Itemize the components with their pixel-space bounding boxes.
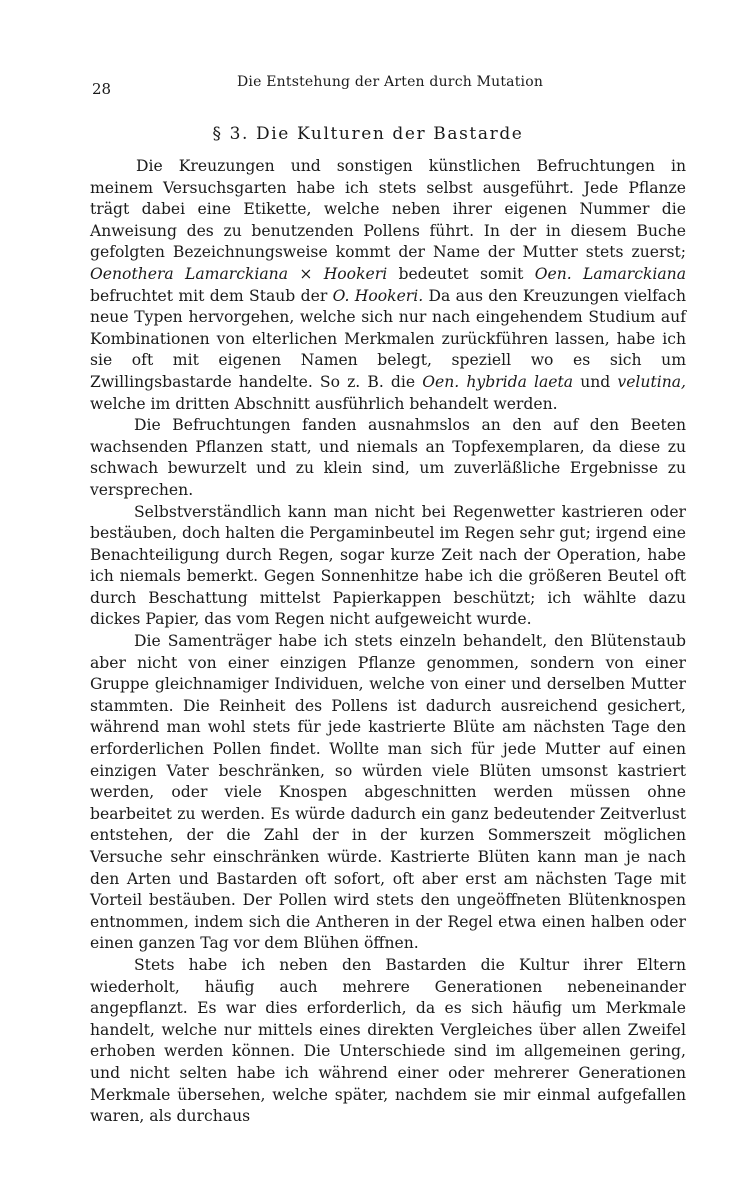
species-name-oen-hybrida-laeta: Oen. hybrida laeta	[422, 372, 574, 391]
paragraph-1-text-d: befruchtet mit dem Staub der	[90, 286, 333, 305]
species-name-o-hookeri: O. Hookeri.	[332, 286, 424, 305]
paragraph-1	[90, 156, 686, 415]
paragraph-1-text-a: Die Kreuzungen und sonstigen künstlichen Befruchtungen in meinem Versuchsgarten habe ich stets selbst ausgeführt. Jede Pflanze trägt dabei eine Etikette, welche neben ihrer eigenen Nummer die Anweisung des zu benutzenden Pollens führt. In der in diesem Buche gefolgten Bezeichnungsweise kommt der Name der Mutter stets zuerst;	[90, 157, 686, 262]
species-name-hookeri: Hookeri	[323, 264, 388, 283]
page-header	[92, 72, 682, 100]
body-text	[90, 156, 686, 1128]
running-head: Die Entstehung der Arten durch Mutation	[237, 74, 544, 90]
paragraph-2: Die Befruchtungen fanden ausnahmslos an den auf den Beeten wachsenden Pflanzen statt, und niemals an Topfexemplaren, da diese zu schwach bewurzelt und zu klein sind, um zuverläßliche Ergebnisse zu versprechen.	[90, 416, 686, 499]
paragraph-5: Stets habe ich neben den Bastarden die Kultur ihrer Eltern wiederholt, häufig auch mehrere Generationen nebeneinander angepflanzt. Es war dies erforderlich, da es sich häufig um Merkmale handelt, welche nur mittels eines direkten Vergleiches über allen Zweifel erhoben werden können. Die Unterschiede sind im allgemeinen gering, und nicht selten habe ich während einer oder mehrerer Generationen Merkmale übersehen, welche später, nachdem sie mir einmal aufgefallen waren, als durchaus	[90, 955, 686, 1126]
species-name-oen-lamarckiana: Oen. Lamarckiana	[534, 264, 687, 283]
page-number: 28	[92, 80, 112, 98]
paragraph-3: Selbstverständlich kann man nicht bei Regenwetter kastrieren oder bestäuben, doch halten die Pergaminbeutel im Regen sehr gut; irgend eine Benachteiligung durch Regen, sogar kurze Zeit nach der Operation, habe ich niemals bemerkt. Gegen Sonnenhitze habe ich die größeren Beutel oft durch Beschattung mittelst Papierkappen beschützt; ich wählte dazu dickes Papier, das vom Regen nicht aufgeweicht wurde.	[90, 502, 686, 629]
species-name-oenothera-lamarckiana: Oenothera Lamarckiana	[90, 264, 289, 283]
species-name-velutina: velutina,	[617, 372, 687, 391]
paragraph-1-text-e: Da aus den Kreuzungen vielfach neue Typen hervorgehen, welche sich nur nach eingehendem Studium auf Kombinationen von elterlichen Merkmalen zurückführen lassen, habe ich sie oft mit eigenen Namen belegt, speziell wo es sich um Zwillingsbastarde handelte. So z. B. die	[90, 286, 686, 391]
paragraph-1-text-g: welche im dritten Abschnitt ausführlich behandelt werden.	[90, 394, 558, 413]
paragraph-1-text-f: und	[573, 372, 618, 391]
paragraph-1-text-b: ×	[288, 264, 324, 283]
paragraph-1-text-c: bedeutet somit	[387, 264, 535, 283]
section-title: § 3. Die Kulturen der Bastarde	[212, 124, 524, 144]
paragraph-4: Die Samenträger habe ich stets einzeln behandelt, den Blütenstaub aber nicht von einer einzigen Pflanze genommen, sondern von einer Gruppe gleichnamiger Individuen, welche von einer und derselben Mutter stammten. Die Reinheit des Pollens ist dadurch ausreichend gesichert, während man wohl stets für jede kastrierte Blüte am nächsten Tage den erforderlichen Pollen findet. Wollte man sich für jede Mutter auf einen einzigen Vater beschränken, so würden viele Blüten umsonst kastriert werden, oder viele Knospen abgeschnitten werden müssen ohne bearbeitet zu werden. Es würde dadurch ein ganz bedeutender Zeitverlust entstehen, der die Zahl der in der kurzen Sommerszeit möglichen Versuche sehr einschränken würde. Kastrierte Blüten kann man je nach den Arten und Bastarden oft sofort, oft aber erst am nächsten Tage mit Vorteil bestäuben. Der Pollen wird stets den ungeöffneten Blütenknospen entnommen, indem sich die Antheren in der Regel etwa einen halben oder einen ganzen Tag vor dem Blühen öffnen.	[90, 632, 686, 953]
